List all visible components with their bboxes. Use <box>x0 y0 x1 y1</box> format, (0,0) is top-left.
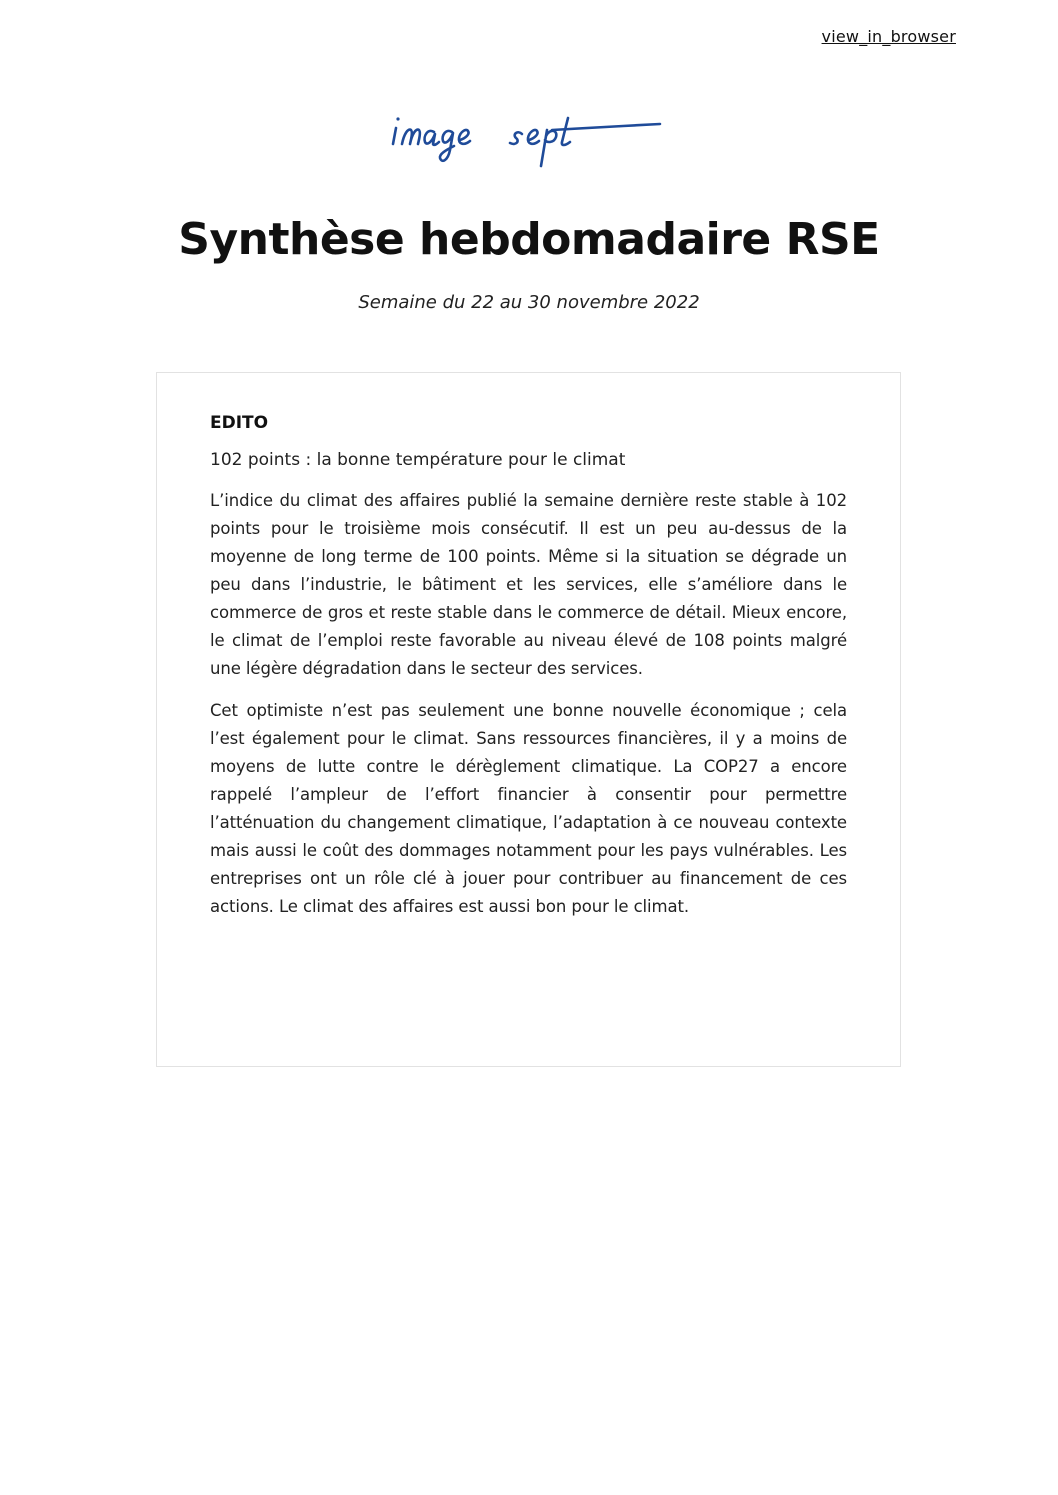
logo <box>0 108 1058 178</box>
edito-paragraph: L’indice du climat des affaires publié la semaine dernière reste stable à 102 points pour le troisième mois consécutif. Il est un peu au-dessus de la moyenne de long terme de 100 points. Même si la situation se dégrade un peu dans l’industrie, le bâtiment et les services, elle s’améliore dans le commerce de gros et reste stable dans le commerce de détail. Mieux encore, le climat de l’emploi reste favorable au niveau élevé de 108 points malgré une légère dégradation dans le secteur des services. <box>210 491 847 678</box>
view-in-browser-link[interactable]: view_in_browser <box>821 27 956 46</box>
edito-card <box>156 372 901 1067</box>
section-label: EDITO <box>210 413 269 433</box>
page-title: Synthèse hebdomadaire RSE <box>178 214 880 265</box>
image-sept-logo <box>384 108 674 178</box>
page-subtitle: Semaine du 22 au 30 novembre 2022 <box>358 292 700 313</box>
edito-content <box>210 413 847 935</box>
edito-paragraph: Cet optimiste n’est pas seulement une bonne nouvelle économique ; cela l’est également pour le climat. Sans ressources financières, il y a moins de moyens de lutte contre le dérèglement climatique. La COP27 a encore rappelé l’ampleur de l’effort financier à consentir pour permettre l’atténuation du changement climatique, l’adaptation à ce nouveau contexte mais aussi le coût des dommages notamment pour les pays vulnérables. Les entreprises ont un rôle clé à jouer pour contribuer au financement de ces actions. Le climat des affaires est aussi bon pour le climat. <box>210 701 847 916</box>
edito-headline: 102 points : la bonne température pour le climat <box>210 450 626 470</box>
